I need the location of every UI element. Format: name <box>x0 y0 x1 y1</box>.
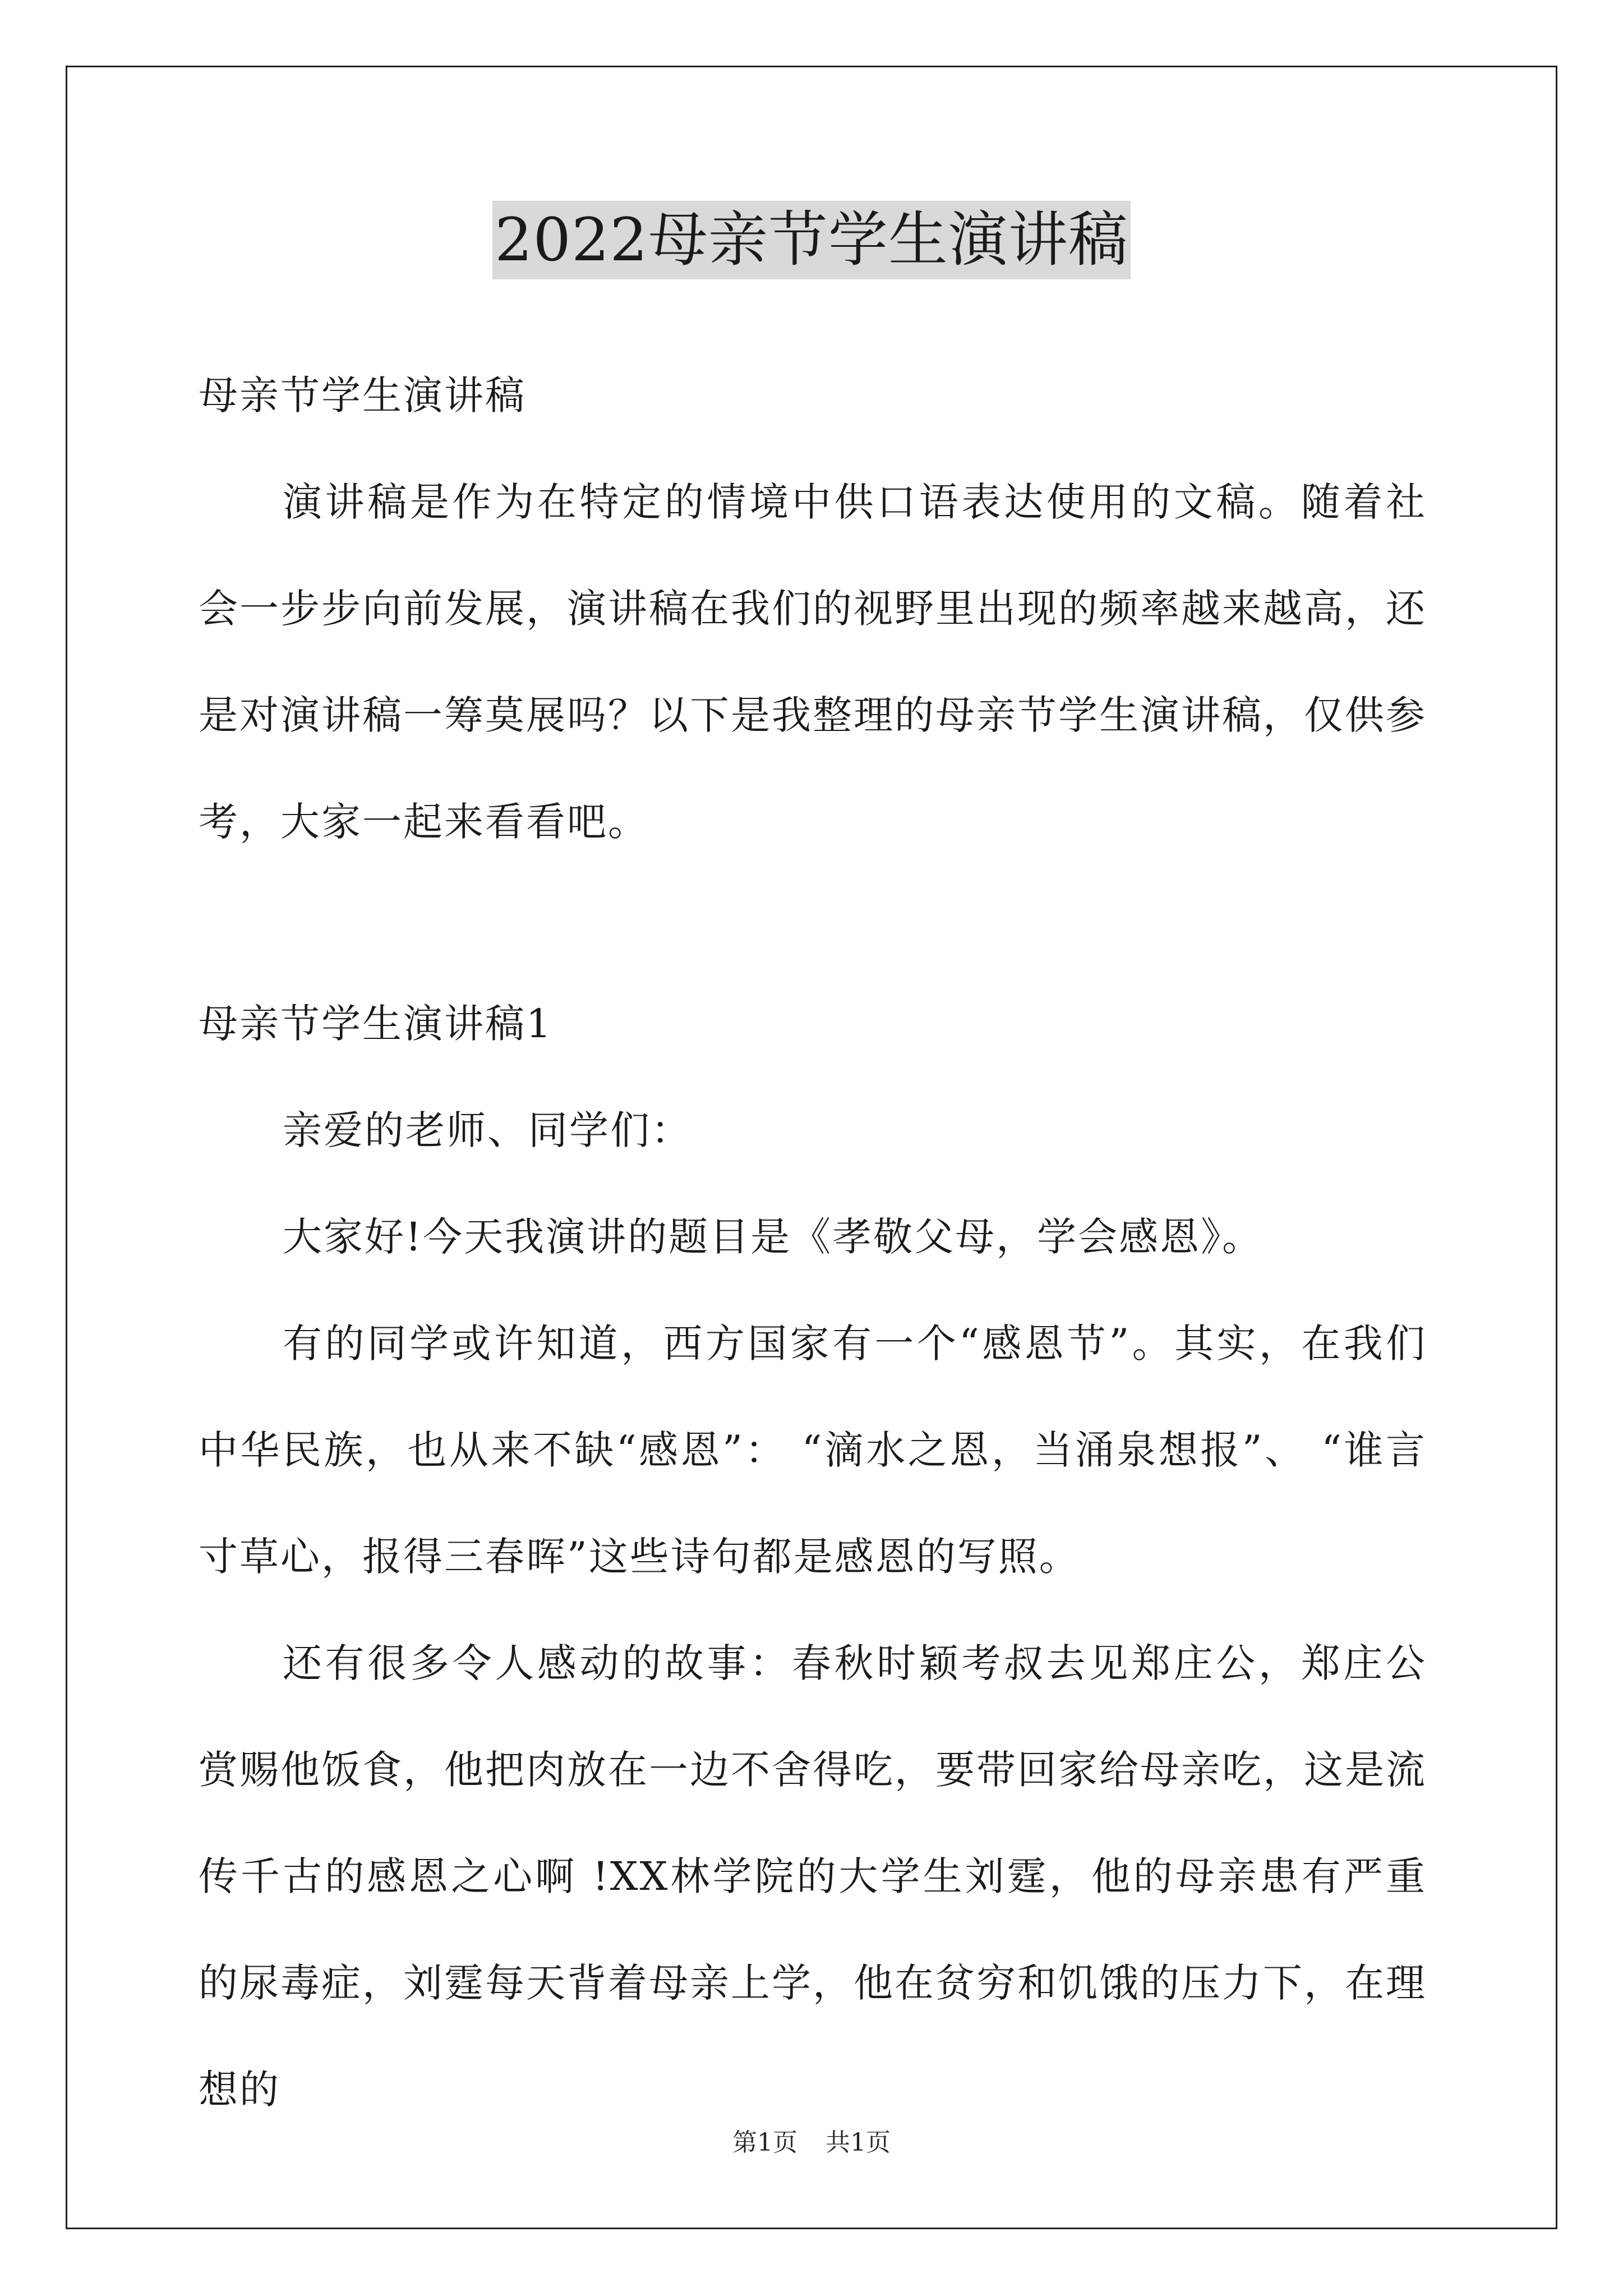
section-gap <box>199 875 1427 970</box>
document-subtitle: 母亲节学生演讲稿 <box>199 372 526 418</box>
intro-paragraph: 演讲稿是作为在特定的情境中供口语表达使用的文稿。随着社会一步步向前发展，演讲稿在我们的视野里出现的频率越来越高，还是对演讲稿一筹莫展吗？以下是我整理的母亲节学生演讲稿，仅供参考，大家一起来看看吧。 <box>199 479 1427 845</box>
body-paragraph: 还有很多令人感动的故事：春秋时颖考叔去见郑庄公，郑庄公赏赐他饭食，他把肉放在一边不舍得吃，要带回家给母亲吃，这是流传千古的感恩之心啊 !XX林学院的大学生刘霆，他的母亲患有严重的尿毒症，刘霆每天背着母亲上学，他在贫穷和饥饿的压力下，在理想的 <box>199 1640 1427 2113</box>
page-footer <box>0 2126 1623 2160</box>
section-heading: 母亲节学生演讲稿1 <box>199 1001 553 1047</box>
document-title: 2022母亲节学生演讲稿 <box>492 201 1131 279</box>
page-number: 第1页 <box>732 2128 797 2157</box>
document-body <box>199 342 1427 2143</box>
page-total: 共1页 <box>826 2128 891 2157</box>
title-container <box>0 201 1623 279</box>
body-paragraph: 有的同学或许知道，西方国家有一个“感恩节”。其实，在我们中华民族，也从来不缺“感恩”： “滴水之恩，当涌泉想报”、 “谁言寸草心，报得三春晖”这些诗句都是感恩的写照。 <box>199 1320 1427 1580</box>
body-paragraph: 大家好!今天我演讲的题目是《孝敬父母，学会感恩》。 <box>283 1214 1264 1260</box>
greeting-paragraph: 亲爱的老师、同学们： <box>283 1107 692 1153</box>
